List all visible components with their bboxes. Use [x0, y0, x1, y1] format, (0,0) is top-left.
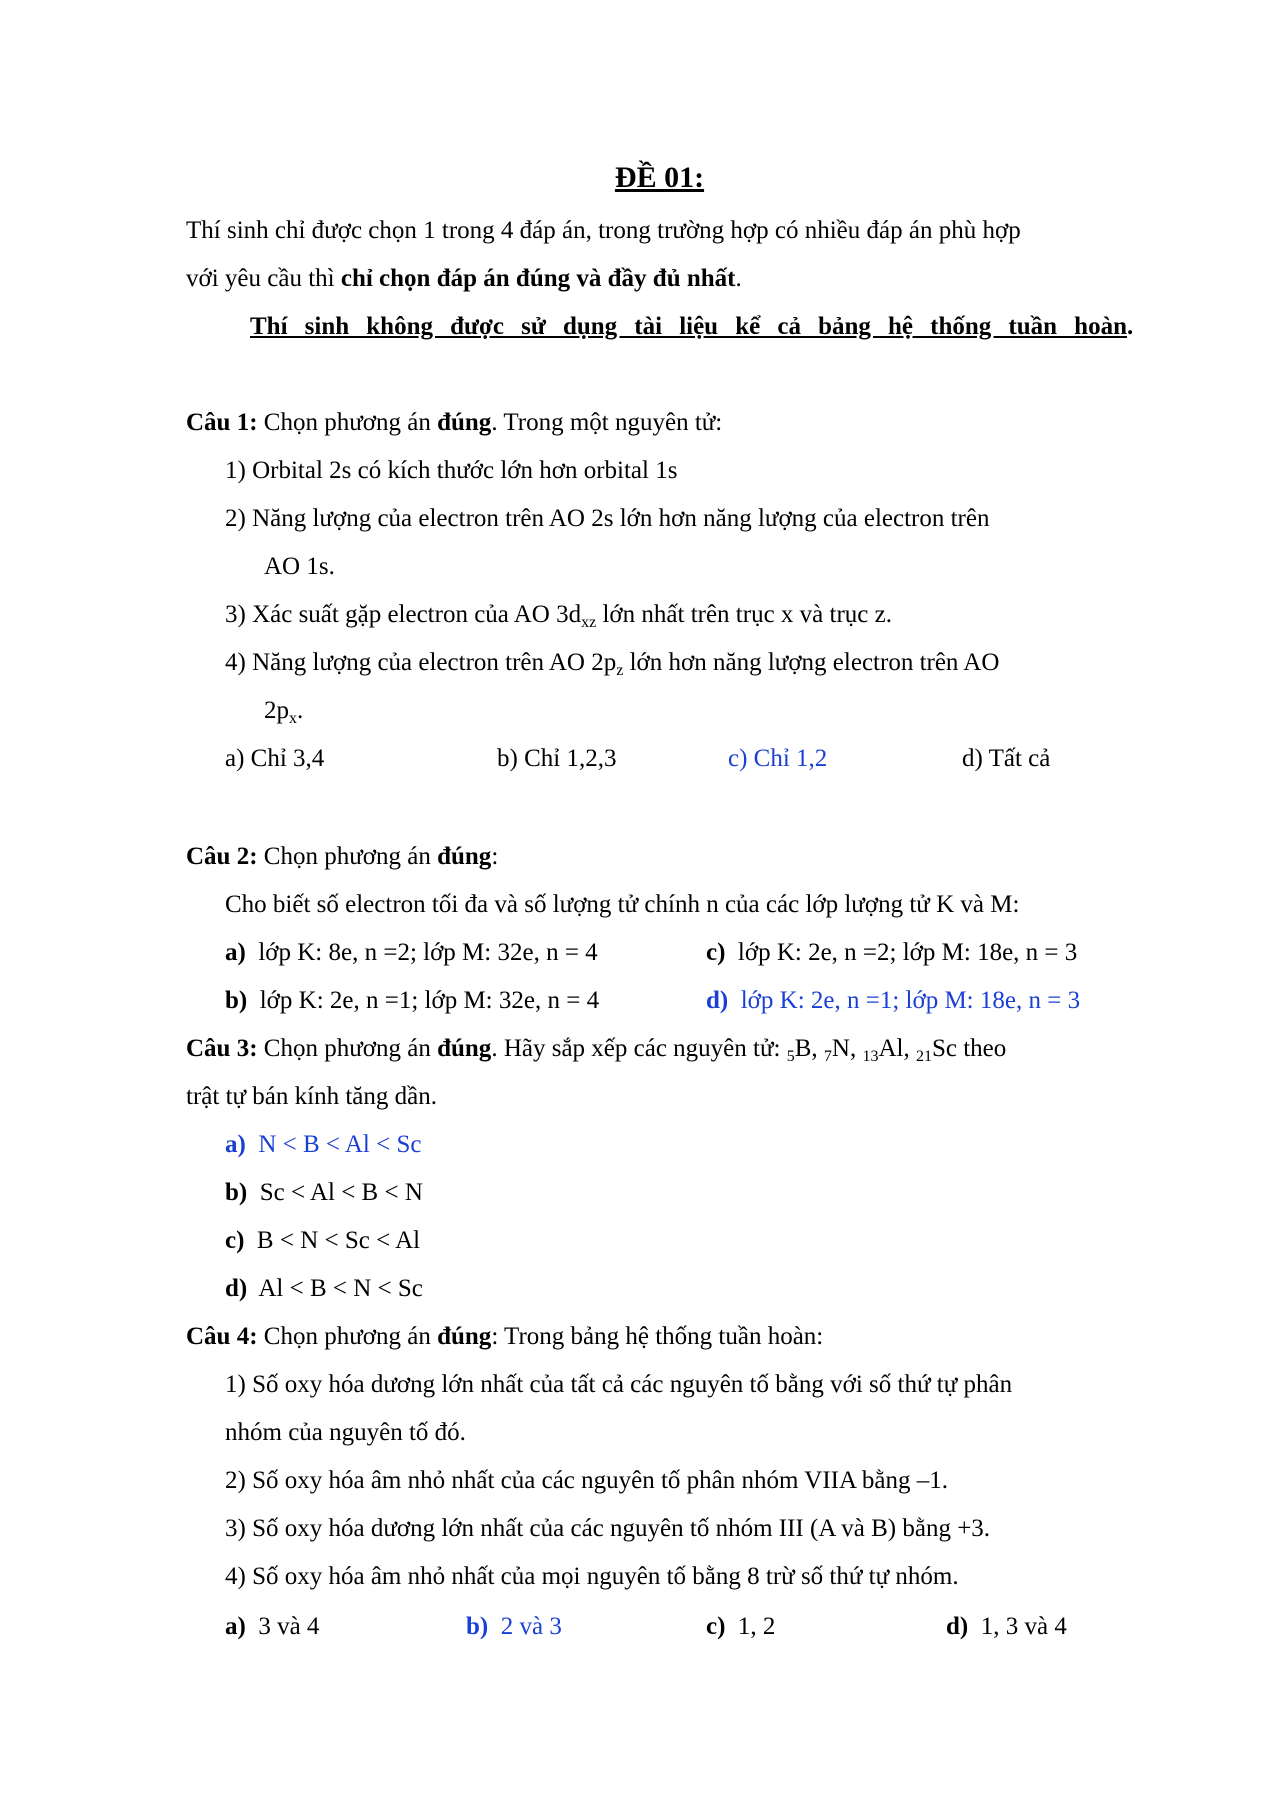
q1-statement-1: 1) Orbital 2s có kích thước lớn hơn orbital 1s — [225, 457, 678, 484]
q3-option-d[interactable]: d) Al < B < N < Sc — [225, 1275, 423, 1302]
q2-option-b[interactable]: b) lớp K: 2e, n =1; lớp M: 32e, n = 4 — [225, 987, 600, 1014]
question-4-stem: Câu 4: Chọn phương án đúng: Trong bảng hệ thống tuần hoàn: — [186, 1323, 824, 1350]
warning-line: Thí sinh không được sử dụng tài liệu kể cả bảng hệ thống tuần hoàn. — [250, 313, 1134, 340]
q4-statement-4: 4) Số oxy hóa âm nhỏ nhất của mọi nguyên tố bằng 8 trừ số thứ tự nhóm. — [225, 1563, 959, 1590]
q3-option-c[interactable]: c) B < N < Sc < Al — [225, 1227, 421, 1254]
q2-option-a[interactable]: a) lớp K: 8e, n =2; lớp M: 32e, n = 4 — [225, 939, 598, 966]
q1-statement-2: 2) Năng lượng của electron trên AO 2s lớn hơn năng lượng của electron trên — [225, 505, 990, 532]
q2-option-c[interactable]: c) lớp K: 2e, n =2; lớp M: 18e, n = 3 — [706, 939, 1078, 966]
question-2-label: Câu 2: — [186, 843, 258, 870]
q3-option-b[interactable]: b) Sc < Al < B < N — [225, 1179, 423, 1206]
q4-option-d[interactable]: d) 1, 3 và 4 — [946, 1613, 1067, 1640]
q3-option-a[interactable]: a) N < B < Al < Sc — [225, 1131, 422, 1158]
q1-option-c[interactable]: c) Chỉ 1,2 — [728, 745, 828, 772]
q4-statement-1: 1) Số oxy hóa dương lớn nhất của tất cả các nguyên tố bằng với số thứ tự phân — [225, 1371, 1013, 1398]
q4-statement-3: 3) Số oxy hóa dương lớn nhất của các nguyên tố nhóm III (A và B) bằng +3. — [225, 1515, 991, 1542]
question-1-label: Câu 1: — [186, 409, 258, 436]
q1-statement-3: 3) Xác suất gặp electron của AO $3d_{xz}$ lớn nhất trên trục x và trục z. — [225, 601, 892, 631]
q1-option-d[interactable]: d) Tất cả — [962, 745, 1051, 772]
q1-option-a[interactable]: a) Chỉ 3,4 — [225, 745, 325, 772]
q1-option-b[interactable]: b) Chỉ 1,2,3 — [497, 745, 617, 772]
q4-statement-2: 2) Số oxy hóa âm nhỏ nhất của các nguyên tố phân nhóm VIIA bằng –1. — [225, 1467, 948, 1494]
q2-option-d[interactable]: d) lớp K: 2e, n =1; lớp M: 18e, n = 3 — [706, 987, 1081, 1014]
q4-option-c[interactable]: c) 1, 2 — [706, 1613, 776, 1640]
question-4-label: Câu 4: — [186, 1323, 258, 1350]
question-3-label: Câu 3: — [186, 1035, 258, 1062]
instruction-line-1: Thí sinh chỉ được chọn 1 trong 4 đáp án, trong trường hợp có nhiều đáp án phù hợp — [186, 217, 1021, 244]
q4-option-a[interactable]: a) 3 và 4 — [225, 1613, 320, 1640]
question-2-stem: Câu 2: Chọn phương án đúng: — [186, 843, 499, 870]
question-3-stem: Câu 3: Chọn phương án đúng. Hãy sắp xếp các nguyên tử: $_5$B, $_7$N, $_{13}$Al, $_{21}$Sc theo — [186, 1035, 1007, 1065]
q1-statement-4: 4) Năng lượng của electron trên AO $2p_z$ lớn hơn năng lượng electron trên AO — [225, 649, 1000, 679]
q4-statement-1-cont: nhóm của nguyên tố đó. — [225, 1419, 466, 1446]
q2-description: Cho biết số electron tối đa và số lượng tử chính n của các lớp lượng tử K và M: — [225, 891, 1020, 918]
question-1-stem: Câu 1: Chọn phương án đúng. Trong một nguyên tử: — [186, 409, 723, 436]
warning-text: Thí sinh không được sử dụng tài liệu kể cả bảng hệ thống tuần hoàn — [250, 313, 1127, 340]
question-3-stem-cont: trật tự bán kính tăng dần. — [186, 1083, 437, 1110]
instruction-line-2: với yêu cầu thì chỉ chọn đáp án đúng và đầy đủ nhất. — [186, 265, 742, 292]
q1-statement-2-cont: AO 1s. — [264, 553, 335, 580]
q4-option-b[interactable]: b) 2 và 3 — [466, 1613, 562, 1640]
exam-title: ĐỀ 01: — [614, 161, 705, 194]
instruction-emphasis: chỉ chọn đáp án đúng và đầy đủ nhất — [340, 265, 736, 292]
q1-statement-4-cont: $2p_x$. — [264, 697, 304, 727]
